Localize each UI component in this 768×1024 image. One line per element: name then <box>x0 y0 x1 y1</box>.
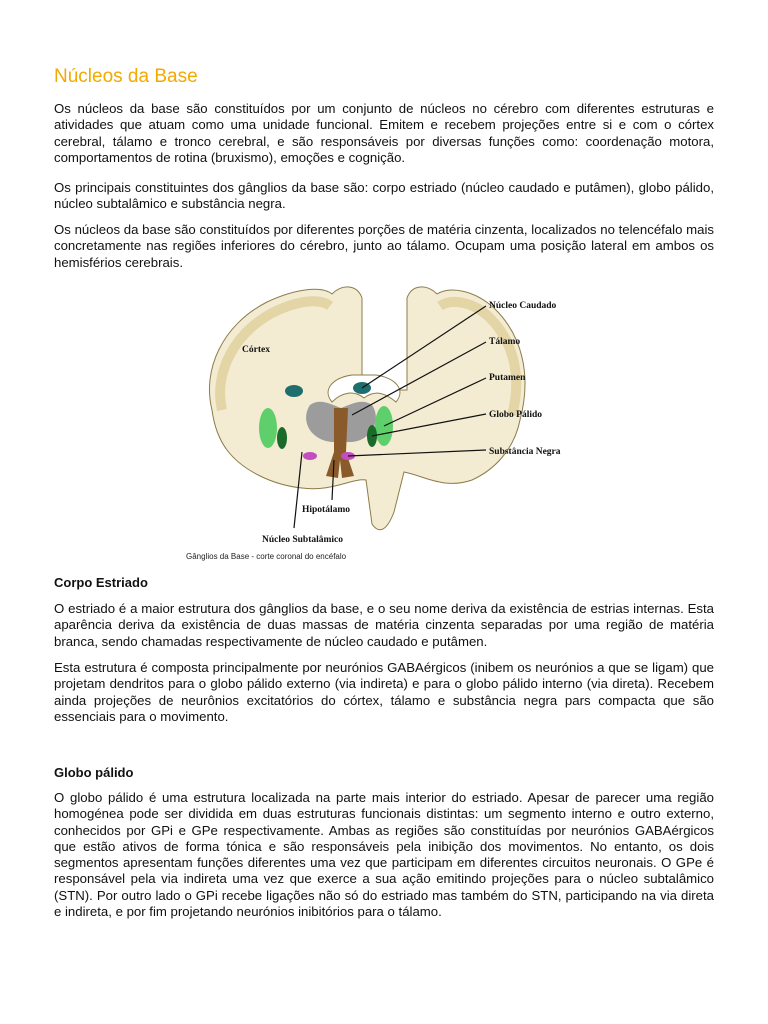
label-substancia-negra: Substância Negra <box>489 447 561 457</box>
label-putamen: Putamen <box>489 373 526 383</box>
section-heading-corpo-estriado: Corpo Estriado <box>54 575 148 590</box>
intro-paragraph-3: Os núcleos da base são constituídos por diferentes porções de matéria cinzenta, localizados no telencéfalo mais concretamente nas regiões inferiores do cérebro, junto ao tálamo. Ocupam uma posição lateral em ambos os hemisférios cerebrais. <box>54 222 714 270</box>
label-hipotalamo: Hipotálamo <box>302 505 351 515</box>
label-globo-palido: Globo Pálido <box>489 410 543 420</box>
globo-palido-paragraph-1: O globo pálido é uma estrutura localizada na parte mais interior do estriado. Apesar de parecer uma região homogénea pode ser dividida em duas estruturas funcionais distintas: um segmento interno e outro externo, conhecidos por GPi e GPe respectivamente. Ambas as regiões são constituídas por neurónios GABAérgicos que estão ativos de forma tónica e são responsáveis pela inibição dos movimentos. No entanto, os dois segmentos apresentam funções diferentes uma vez que participam em diferentes circuitos neuronais. O GPe é responsável pela via indireta uma vez que exerce a sua ação emitindo projeções para o núcleo subtalâmico (STN). Por outro lado o GPi recebe ligações não só do estriado mas também do STN, participando na via direta e indireta, e por fim projetando neurónios inibitórios para o tálamo. <box>54 790 714 920</box>
globus-pallidus-left <box>277 427 287 449</box>
intro-paragraph-2: Os principais constituintes dos gânglios da base são: corpo estriado (núcleo caudado e putâmen), globo pálido, núcleo subtalâmico e substância negra. <box>54 180 714 212</box>
section-heading-globo-palido: Globo pálido <box>54 765 134 780</box>
figure-caption: Gânglios da Base - corte coronal do encéfalo <box>186 552 347 561</box>
brain-diagram <box>182 280 586 566</box>
label-cortex: Córtex <box>242 345 270 355</box>
corpo-estriado-paragraph-2: Esta estrutura é composta principalmente por neurónios GABAérgicos (inibem os neurónios a que se ligam) que projetam dendritos para o globo pálido externo (via indireta) e para o globo pálido interno (via direta). Recebem ainda projeções de neurônios excitatórios do córtex, tálamo e substância negra pars compacta que são essenciais para o movimento. <box>54 660 714 724</box>
corpo-estriado-paragraph-1: O estriado é a maior estrutura dos gânglios da base, e o seu nome deriva da existência de estrias internas. Esta aparência deriva da existência de duas massas de matéria cinzenta separadas por uma região de matéria branca, sendo chamadas respectivamente de núcleo caudado e putâmen. <box>54 601 714 649</box>
substantia-nigra-left <box>303 452 317 460</box>
caudate-left <box>285 385 303 397</box>
label-talamo: Tálamo <box>489 337 521 347</box>
label-nucleo-caudado: Núcleo Caudado <box>489 301 557 311</box>
basal-ganglia-figure <box>182 280 586 566</box>
label-nucleo-subtalamico: Núcleo Subtalâmico <box>262 535 344 545</box>
intro-paragraph-1: Os núcleos da base são constituídos por um conjunto de núcleos no cérebro com diferentes estruturas e atividades que atuam como uma unidade funcional. Emitem e recebem projeções entre si e com o córtex cerebral, tálamo e tronco cerebral, e são responsáveis por diversas funções como: coordenação motora, comportamentos de rotina (bruxismo), emoções e cognição. <box>54 101 714 165</box>
page-title: Núcleos da Base <box>54 66 198 87</box>
putamen-left <box>259 408 277 448</box>
